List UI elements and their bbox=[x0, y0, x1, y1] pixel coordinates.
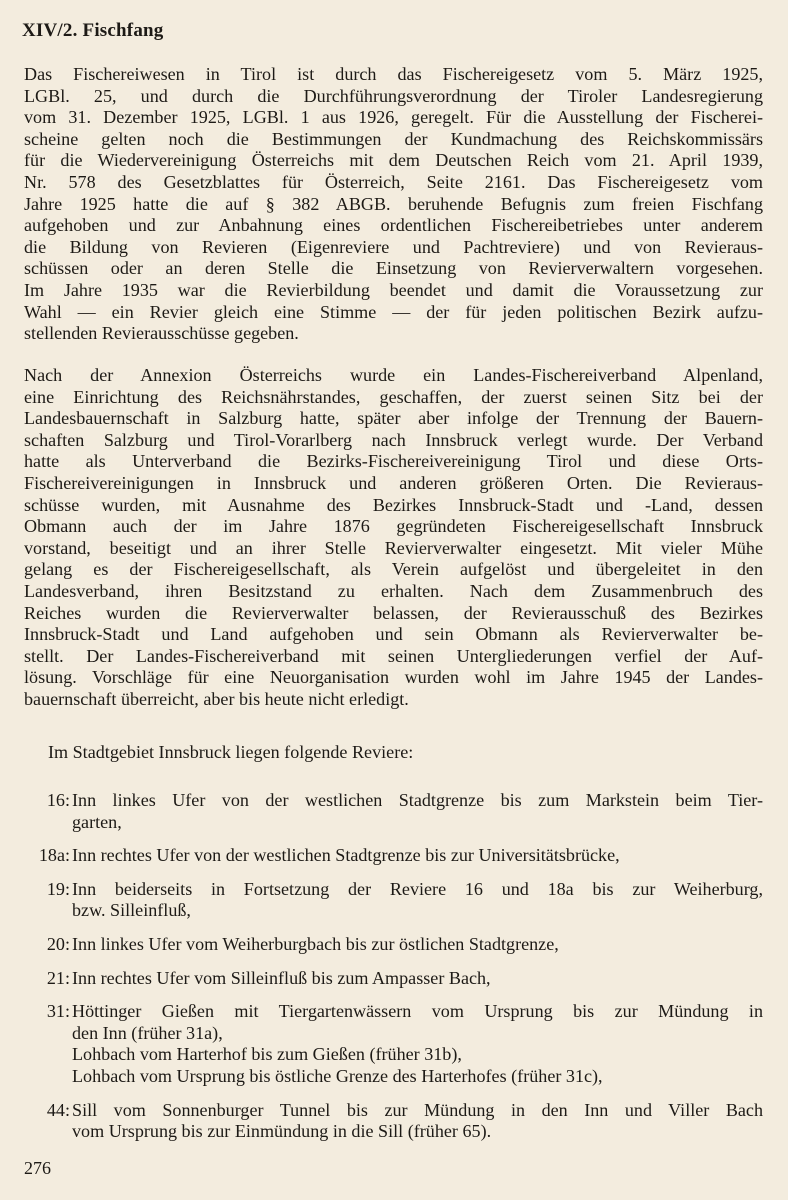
text-line: Landesbauernschaft in Salzburg hatte, später aber infolge der Trennung der Bauern- bbox=[24, 408, 763, 429]
revier-item bbox=[24, 968, 763, 990]
text-line: Nach der Annexion Österreichs wurde ein Landes-Fischereiverband Alpenland, bbox=[24, 365, 763, 385]
revier-description bbox=[70, 934, 763, 956]
revier-description bbox=[70, 790, 763, 833]
revier-line: Inn rechtes Ufer vom Silleinfluß bis zum Ampasser Bach, bbox=[72, 967, 491, 988]
section-heading: XIV/2. Fischfang bbox=[22, 20, 164, 41]
text-line: Reiches wurden die Revierverwalter belassen, der Revierausschuß des Bezirkes bbox=[24, 602, 763, 623]
revier-line: Lohbach vom Ursprung bis östliche Grenze des Harterhofes (früher 31c), bbox=[72, 1065, 603, 1086]
page-number: 276 bbox=[24, 1158, 51, 1178]
revier-item bbox=[24, 934, 763, 956]
revier-description bbox=[70, 1001, 763, 1087]
text-line: vorstand, beseitigt und an ihrer Stelle Revierverwalter eingesetzt. Mit vieler Mühe bbox=[24, 537, 763, 558]
text-line: Das Fischereiwesen in Tirol ist durch das Fischereigesetz vom 5. März 1925, bbox=[24, 64, 763, 84]
revier-line: Inn linkes Ufer von der westlichen Stadtgrenze bis zum Markstein beim Tier- bbox=[72, 790, 763, 810]
revier-number: 16: bbox=[46, 790, 70, 810]
text-line: Landesverband, ihren Besitzstand zu erhalten. Nach dem Zusammenbruch des bbox=[24, 580, 763, 601]
revier-line: garten, bbox=[72, 811, 122, 832]
text-line: LGBl. 25, und durch die Durchführungsverordnung der Tiroler Landesregierung bbox=[24, 85, 763, 106]
revier-item bbox=[24, 790, 763, 833]
revier-item bbox=[24, 1001, 763, 1087]
revier-line: vom Ursprung bis zur Einmündung in die Sill (früher 65). bbox=[72, 1121, 492, 1142]
revier-number: 44: bbox=[46, 1099, 70, 1120]
paragraph-annexion bbox=[24, 365, 763, 711]
paragraph-fischereigesetz bbox=[24, 64, 763, 345]
text-line: Fischereivereinigungen in Innsbruck und anderen größeren Orten. Die Revieraus- bbox=[24, 472, 763, 493]
text-line: Nr. 578 des Gesetzblattes für Österreich, Seite 2161. Das Fischereigesetz vom bbox=[24, 171, 763, 192]
revier-item bbox=[24, 845, 763, 867]
text-line: scheine gelten noch die Bestimmungen der Kundmachung des Reichskommissärs bbox=[24, 128, 763, 149]
revier-item bbox=[24, 1100, 763, 1143]
text-line: stellt. Der Landes-Fischereiverband mit seinen Untergliederungen verfiel der Auf- bbox=[24, 645, 763, 666]
text-line: bauernschaft überreicht, aber bis heute nicht erledigt. bbox=[24, 688, 409, 709]
reviere-intro: Im Stadtgebiet Innsbruck liegen folgende Reviere: bbox=[48, 742, 414, 762]
revier-number: 19: bbox=[46, 878, 70, 899]
revier-number: 18a: bbox=[38, 845, 70, 866]
text-line: aufgehoben und zur Anbahnung eines ordentlichen Fischereibetriebes unter anderem bbox=[24, 215, 763, 236]
text-line: stellenden Revierausschüsse gegeben. bbox=[24, 323, 299, 344]
reviere-list bbox=[24, 790, 763, 1155]
text-line: Obmann auch der im Jahre 1876 gegründeten Fischereigesellschaft Innsbruck bbox=[24, 516, 763, 537]
revier-item bbox=[24, 879, 763, 922]
text-line: für die Wiedervereinigung Österreichs mit dem Deutschen Reich vom 21. April 1939, bbox=[24, 150, 763, 171]
text-line: hatte als Unterverband die Bezirks-Fischereivereinigung Tirol und diese Orts- bbox=[24, 451, 763, 472]
revier-description bbox=[70, 879, 763, 922]
revier-line: den Inn (früher 31a), bbox=[72, 1022, 223, 1043]
revier-number: 20: bbox=[46, 933, 70, 954]
text-line: eine Einrichtung des Reichsnährstandes, geschaffen, der zuerst seinen Sitz bei der bbox=[24, 386, 763, 407]
text-line: Wahl — ein Revier gleich eine Stimme — der für jeden politischen Bezirk aufzu- bbox=[24, 301, 763, 322]
text-line: schüsse wurden, mit Ausnahme des Bezirkes Innsbruck-Stadt und -Land, dessen bbox=[24, 494, 763, 515]
revier-line: Inn linkes Ufer vom Weiherburgbach bis zur östlichen Stadtgrenze, bbox=[72, 933, 559, 954]
revier-line: Inn beiderseits in Fortsetzung der Reviere 16 und 18a bis zur Weiherburg, bbox=[72, 878, 763, 899]
revier-description bbox=[70, 845, 763, 867]
revier-line: Sill vom Sonnenburger Tunnel bis zur Mündung in den Inn und Viller Bach bbox=[72, 1099, 763, 1120]
revier-line: Lohbach vom Harterhof bis zum Gießen (früher 31b), bbox=[72, 1044, 462, 1065]
text-line: schaften Salzburg und Tirol-Vorarlberg nach Innsbruck verlegt wurde. Der Verband bbox=[24, 429, 763, 450]
revier-line: Inn rechtes Ufer von der westlichen Stadtgrenze bis zur Universitätsbrücke, bbox=[72, 845, 620, 866]
text-line: die Bildung von Revieren (Eigenreviere und Pachtreviere) und von Revieraus- bbox=[24, 236, 763, 257]
text-line: Im Jahre 1935 war die Revierbildung beendet und damit die Voraussetzung zur bbox=[24, 279, 763, 300]
revier-line: Höttinger Gießen mit Tiergartenwässern vom Ursprung bis zur Mündung in bbox=[72, 1001, 763, 1022]
text-line: schüssen oder an deren Stelle die Einsetzung von Revierverwaltern vorgesehen. bbox=[24, 258, 763, 279]
revier-number: 21: bbox=[46, 967, 70, 988]
revier-description bbox=[70, 968, 763, 990]
revier-line: bzw. Silleinfluß, bbox=[72, 900, 191, 921]
text-line: lösung. Vorschläge für eine Neuorganisation wurden wohl im Jahre 1945 der Landes- bbox=[24, 667, 763, 688]
text-line: gelang es der Fischereigesellschaft, als Verein aufgelöst und übergeleitet in den bbox=[24, 559, 763, 580]
revier-number: 31: bbox=[46, 1001, 70, 1022]
text-line: vom 31. Dezember 1925, LGBl. 1 aus 1926, geregelt. Für die Ausstellung der Fischerei- bbox=[24, 107, 763, 128]
text-line: Innsbruck-Stadt und Land aufgehoben und sein Obmann als Revierverwalter be- bbox=[24, 624, 763, 645]
revier-description bbox=[70, 1100, 763, 1143]
text-line: Jahre 1925 hatte die auf § 382 ABGB. beruhende Befugnis zum freien Fischfang bbox=[24, 193, 763, 214]
